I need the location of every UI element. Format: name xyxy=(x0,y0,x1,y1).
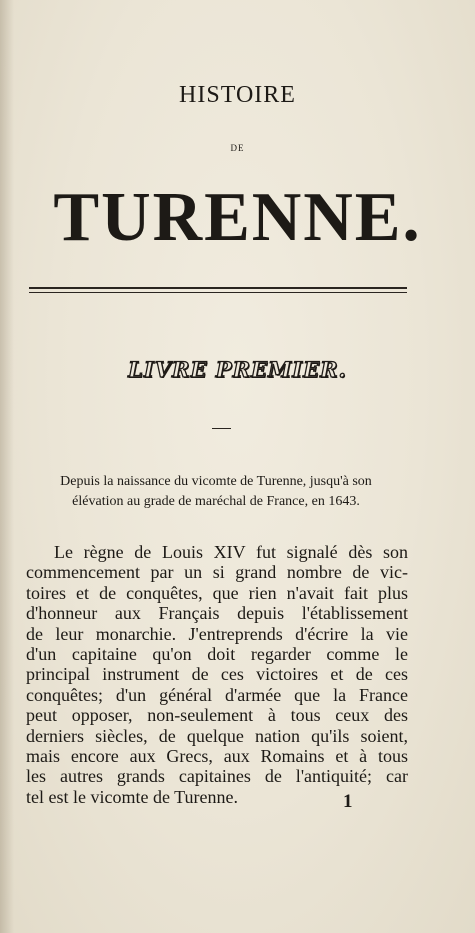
body-line: toires et de conquêtes, que rien n'avait fait plus xyxy=(26,582,408,603)
body-line: les autres grands capitaines de l'antiquité; car xyxy=(26,766,408,787)
chapter-summary xyxy=(26,472,406,512)
summary-line: élévation au grade de maréchal de France, en 1643. xyxy=(72,494,360,509)
body-paragraph xyxy=(26,542,408,807)
body-line: tel est le vicomte de Turenne. xyxy=(26,786,238,807)
body-line: principal instrument de ces victoires et de ces xyxy=(26,664,408,685)
page-number: 1 xyxy=(343,791,353,812)
body-line: conquêtes; d'un général d'armée que la France xyxy=(26,684,408,705)
summary-line: Depuis la naissance du vicomte de Turenne, jusqu'à son xyxy=(60,474,372,489)
body-line: commencement par un si grand nombre de vic- xyxy=(26,562,408,583)
spine-shadow xyxy=(0,0,14,933)
body-line: peut opposer, non-seulement à tous ceux des xyxy=(26,705,408,726)
section-dash xyxy=(212,428,231,429)
title-divider xyxy=(29,287,407,293)
title-turenne: TURENNE. xyxy=(53,179,422,256)
body-line: de leur monarchie. J'entreprends d'écrire la vie xyxy=(26,623,408,644)
body-line: Le règne de Louis XIV fut signalé dès son xyxy=(54,542,408,562)
title-de: DE xyxy=(230,143,245,153)
body-line: d'un capitaine qu'on doit regarder comme le xyxy=(26,643,408,664)
body-line: mais encore aux Grecs, aux Romains et à tous xyxy=(26,745,408,766)
title-histoire: HISTOIRE xyxy=(179,82,296,108)
body-line: d'honneur aux Français depuis l'établissement xyxy=(26,603,408,624)
body-line: derniers siècles, de quelque nation qu'ils soient, xyxy=(26,725,408,746)
book-heading: LIVRE PREMIER. xyxy=(128,357,347,382)
